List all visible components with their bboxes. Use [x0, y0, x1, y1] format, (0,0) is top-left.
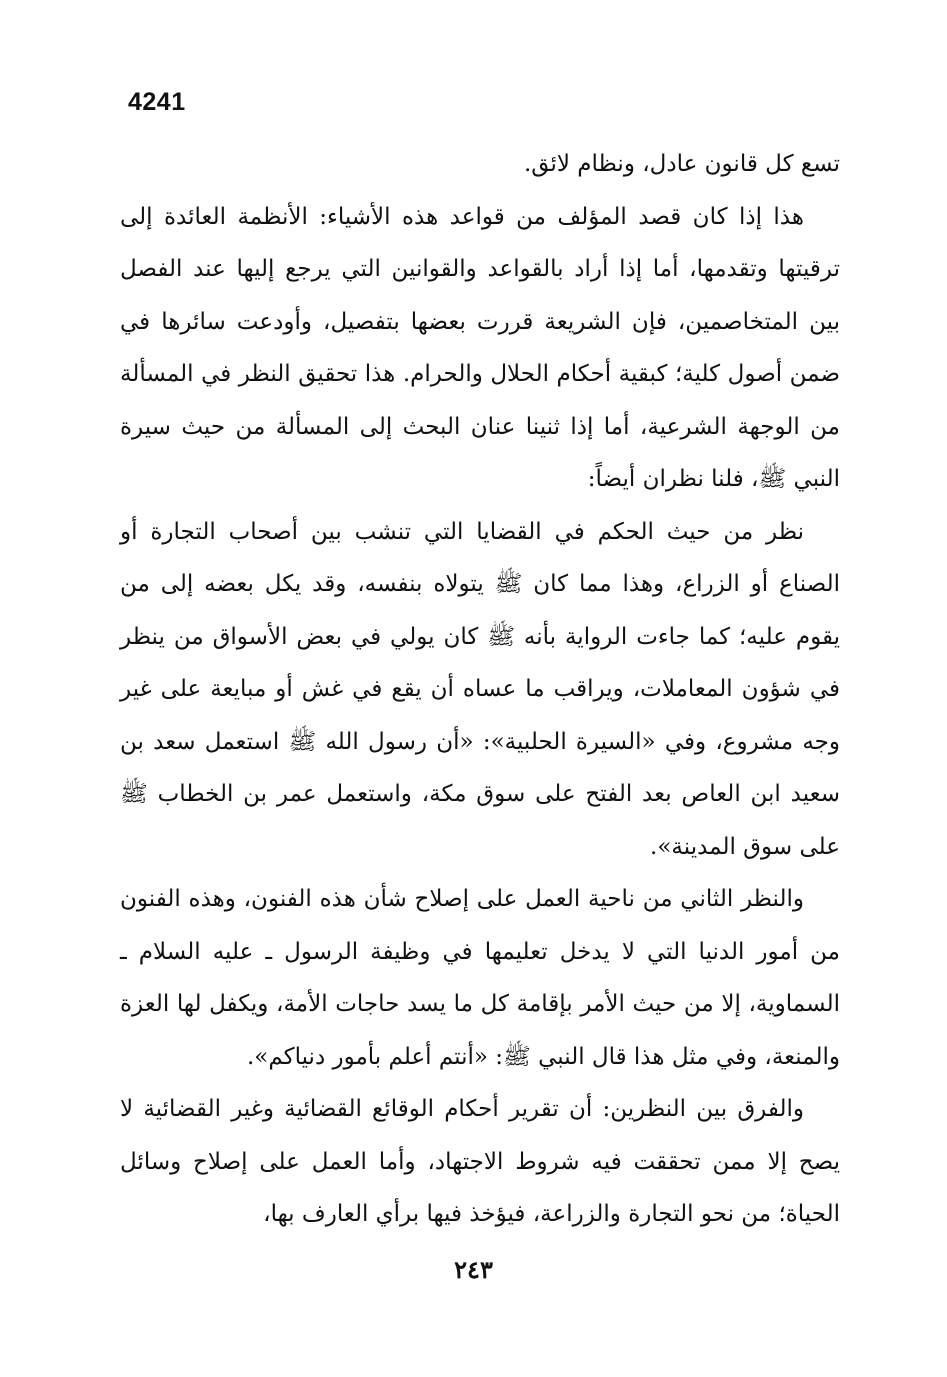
- paragraph-2: هذا إذا كان قصد المؤلف من قواعد هذه الأشياء: الأنظمة العائدة إلى ترقيتها وتقدمها، أما إذا أراد بالقواعد والقوانين التي يرجع إليها عند الفصل بين المتخاصمين، فإن الشريعة قررت بعضها بتفصيل، وأودعت سائرها في ضمن أصول كلية؛ كبقية أحكام الحلال والحرام. هذا تحقيق النظر في المسألة من الوجهة الشرعية، أما إذا ثنينا عنان البحث إلى المسألة من حيث سيرة النبي ﷺ، فلنا نظران أيضاً:: [120, 203, 840, 492]
- page-number: ٢٤٣: [454, 1255, 493, 1284]
- paragraph-4: والنظر الثاني من ناحية العمل على إصلاح شأن هذه الفنون، وهذه الفنون من أمور الدنيا التي لا يدخل تعليمها في وظيفة الرسول ـ عليه السلام ـ السماوية، إلا من حيث الأمر بإقامة كل ما يسد حاجات الأمة، ويكفل لها العزة والمنعة، وفي مثل هذا قال النبي ﷺ: «أنتم أعلم بأمور دنياكم».: [120, 886, 840, 1070]
- paragraph-1: تسع كل قانون عادل، ونظام لائق.: [523, 151, 840, 177]
- page-id: 4241: [128, 88, 186, 116]
- paragraph-3: نظر من حيث الحكم في القضايا التي تنشب بين أصحاب التجارة أو الصناع أو الزراع، وهذا مما كان ﷺ يتولاه بنفسه، وقد يكل بعضه إلى من يقوم عليه؛ كما جاءت الرواية بأنه ﷺ كان يولي في بعض الأسواق من ينظر في شؤون المعاملات، ويراقب ما عساه أن يقع في غش أو مبايعة على غير وجه مشروع، وفي «السيرة الحلبية»: «أن رسول الله ﷺ استعمل سعد بن سعيد ابن العاص بعد الفتح على سوق مكة، واستعمل عمر بن الخطاب ﷺ على سوق المدينة».: [120, 518, 841, 860]
- body-text: [120, 138, 840, 1241]
- paragraph-5: والفرق بين النظرين: أن تقرير أحكام الوقائع القضائية وغير القضائية لا يصح إلا ممن تحققت فيه شروط الاجتهاد، وأما العمل على إصلاح وسائل الحياة؛ من نحو التجارة والزراعة، فيؤخذ فيها برأي العارف بها،: [120, 1096, 840, 1227]
